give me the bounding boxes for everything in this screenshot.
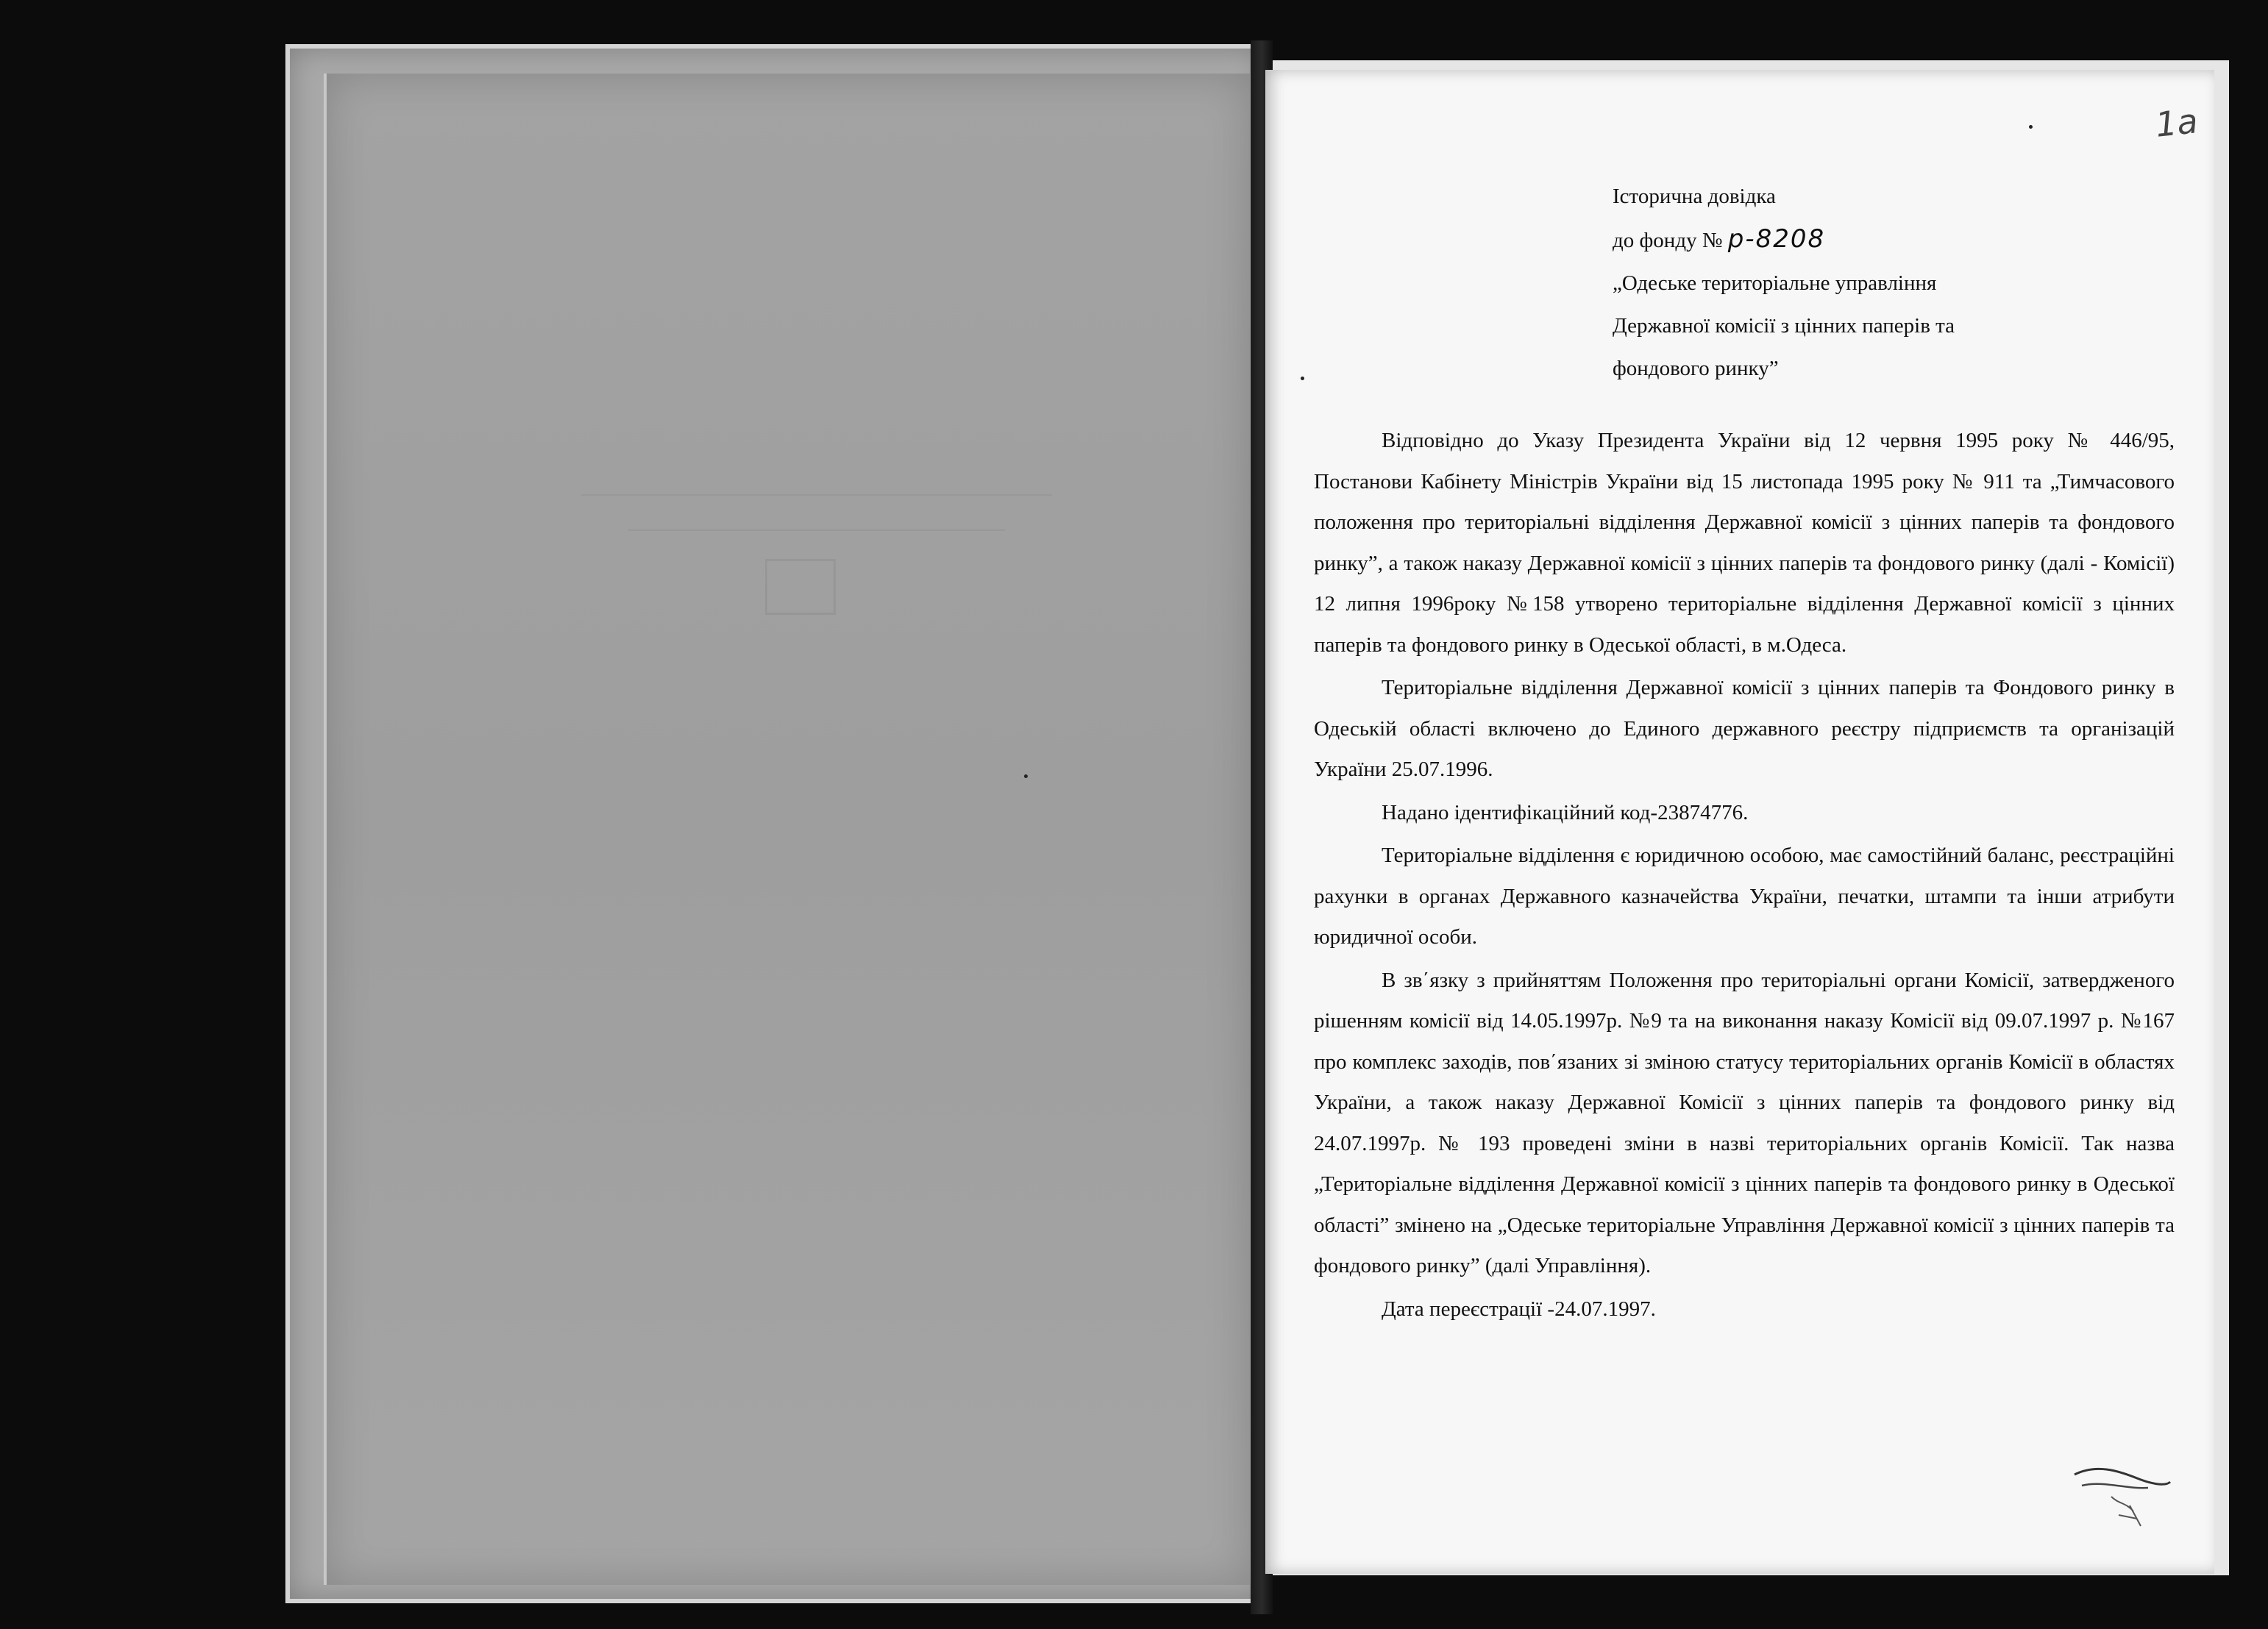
speck — [1024, 774, 1028, 778]
heading-line-3: „Одеське територіальне управління — [1613, 271, 1937, 295]
speck — [1301, 377, 1304, 380]
heading-line-5: фондового ринку” — [1613, 357, 1779, 380]
document-heading — [1613, 175, 1955, 390]
fond-number-handwritten: р-8208 — [1727, 224, 1826, 254]
paragraph-id-code: Надано ідентифікаційний код-23874776. — [1382, 800, 1749, 824]
cover-faded-marks — [581, 471, 1052, 541]
speck — [2029, 125, 2033, 129]
heading-fond-prefix: до фонду № — [1613, 229, 1723, 252]
paragraph-rename: В зв΄язку з прийняттям Положення про територіальні органи Комісії, затвердженого рішенням комісії від 14.05.1997р. №9 та на виконання наказу Комісії від 09.07.1997 р. №167 про комплекс заходів, пов΄язаних зі зміною статусу територіальних органів Комісії в областях України, а також наказу Державної Комісії з цінних паперів та фондового ринку від 24.07.1997р. № 193 проведені зміни в назві територіальних органів Комісії. Так назва „Територіальне відділення Державної комісії з цінних паперів та фондового ринку в Одеської області” змінено на „Одеське територіальне Управління Державної комісії з цінних паперів та фондового ринку” (далі Управління). — [1314, 968, 2175, 1277]
folder-cover — [324, 74, 1250, 1585]
paragraph-registry: Територіальне відділення Державної комісії з цінних паперів та Фондового ринку в Одеській області включено до Единого державного реєстру підприємств та організацій України 25.07.1996. — [1314, 676, 2175, 781]
heading-title: Історична довідка — [1613, 185, 1776, 208]
signature-icon — [2067, 1460, 2178, 1541]
cover-faded-stamp — [765, 559, 836, 615]
paragraph-legal-basis: Відповідно до Указу Президента України від 12 червня 1995 року № 446/95, Постанови Кабінету Міністрів України від 15 листопада 1995 року № 911 та „Тимчасового положення про територіальні відділення Державної комісії з цінних паперів та фондового ринку”, а також наказу Державної комісії з цінних паперів та фондового ринку (далі - Комісії) 12 липня 1996року №158 утворено територіальне відділення Державної комісії з цінних паперів та фондового ринку в Одеської області, в м.Одеса. — [1314, 429, 2175, 657]
heading-fond — [1613, 218, 1955, 262]
folio-number: 1a — [2153, 101, 2200, 145]
paragraph-legal-entity: Територіальне відділення є юридичною особою, має самостійний баланс, реєстраційні рахунки в органах Державного казначейства України, печатки, штампи та інши атрибути юридичної особи. — [1314, 844, 2175, 949]
heading-line-4: Державної комісії з цінних паперів та — [1613, 314, 1955, 338]
paragraph-reregistration: Дата переєстрації -24.07.1997. — [1382, 1297, 1656, 1321]
document-body — [1314, 421, 2175, 1330]
